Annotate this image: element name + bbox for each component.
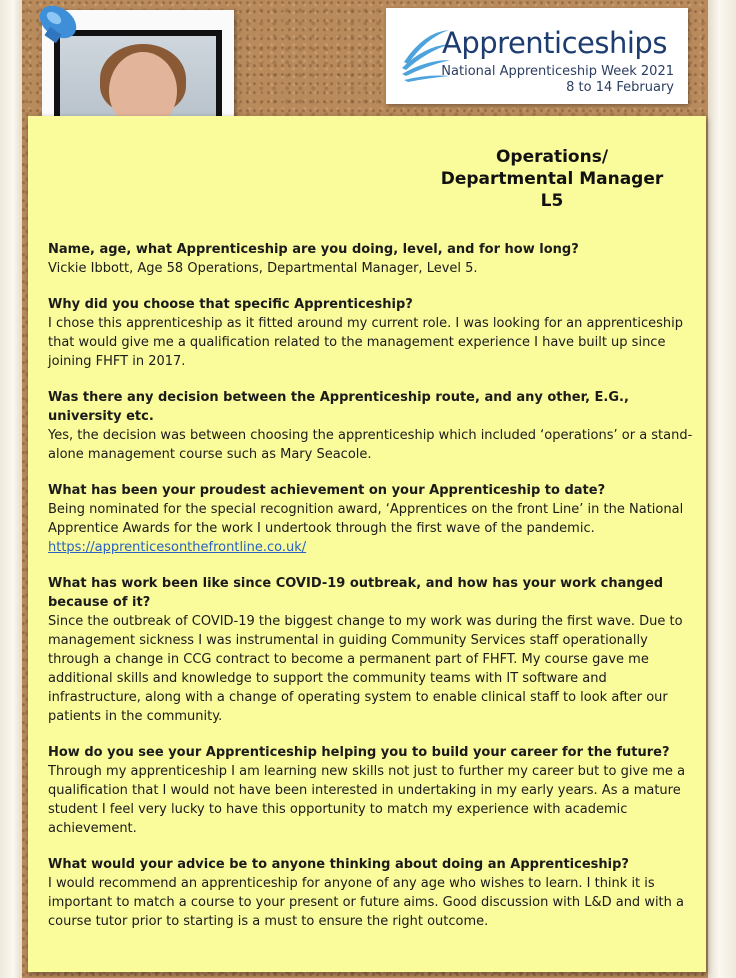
answer: Through my apprenticeship I am learning new skills not just to further my career but to give me a qualification that I would not have been interested in undertaking in my early years. As a mature student I feel very lucky to have this opportunity to match my experience with academic achievement. xyxy=(48,764,686,836)
week-caption xyxy=(441,64,674,96)
frame-left-edge xyxy=(0,0,22,978)
brand-name: Apprenticeships xyxy=(442,26,667,60)
answer: Vickie Ibbott, Age 58 Operations, Departmental Manager, Level 5. xyxy=(48,261,478,276)
question: Why did you choose that specific Apprenticeship? xyxy=(48,297,413,312)
blue-pushpin-icon xyxy=(28,0,84,52)
title-line-2: Departmental Manager xyxy=(440,169,664,189)
title-line-1: Operations/ xyxy=(495,147,609,167)
page-title xyxy=(422,146,682,212)
answer: I would recommend an apprenticeship for anyone of any age who wishes to learn. I think it is important to match a course to your present or future aims. Good discussion with L&D and with a course tutor prior to starting is a must to ensure the right outcome. xyxy=(48,876,684,929)
qa-block xyxy=(48,240,700,278)
apprenticeships-logo xyxy=(386,8,688,104)
question: What has been your proudest achievement on your Apprenticeship to date? xyxy=(48,483,606,498)
interview-content xyxy=(48,240,700,948)
week-line-2: 8 to 14 February xyxy=(566,80,674,95)
question: Name, age, what Apprenticeship are you doing, level, and for how long? xyxy=(48,242,579,257)
qa-block xyxy=(48,481,700,557)
answer: Being nominated for the special recognition award, ‘Apprentices on the front Line’ in the National Apprentice Awards for the work I undertook through the first wave of the pandemic. xyxy=(48,502,684,536)
answer: Since the outbreak of COVID-19 the biggest change to my work was during the first wave. Due to management sickness I was instrumental in guiding Community Services staff operationally through a change in CCG contract to become a permanent part of FHFT. My course gave me additional skills and knowledge to support the community teams with IT software and infrastructure, along with a change of operating system to enable clinical staff to look after our patients in the community. xyxy=(48,614,683,724)
frontline-link[interactable]: https://apprenticesonthefrontline.co.uk/ xyxy=(48,540,307,555)
question: Was there any decision between the Apprenticeship route, and any other, E.G., university etc. xyxy=(48,390,629,424)
frame-right-edge xyxy=(708,0,736,978)
qa-block xyxy=(48,855,700,931)
title-line-3: L5 xyxy=(540,191,564,211)
answer: I chose this apprenticeship as it fitted around my current role. I was looking for an apprenticeship that would give me a qualification related to the management experience I have built up since joining FHFT in 2017. xyxy=(48,316,684,369)
question: What has work been like since COVID-19 outbreak, and how has your work changed because of it? xyxy=(48,576,664,610)
week-line-1: National Apprenticeship Week 2021 xyxy=(441,64,674,79)
question: What would your advice be to anyone thinking about doing an Apprenticeship? xyxy=(48,857,629,872)
qa-block xyxy=(48,388,700,464)
question: How do you see your Apprenticeship helping you to build your career for the future? xyxy=(48,745,670,760)
qa-block xyxy=(48,295,700,371)
qa-block xyxy=(48,743,700,838)
qa-block xyxy=(48,574,700,726)
answer: Yes, the decision was between choosing the apprenticeship which included ‘operations’ or a stand-alone management course such as Mary Seacole. xyxy=(48,428,693,462)
